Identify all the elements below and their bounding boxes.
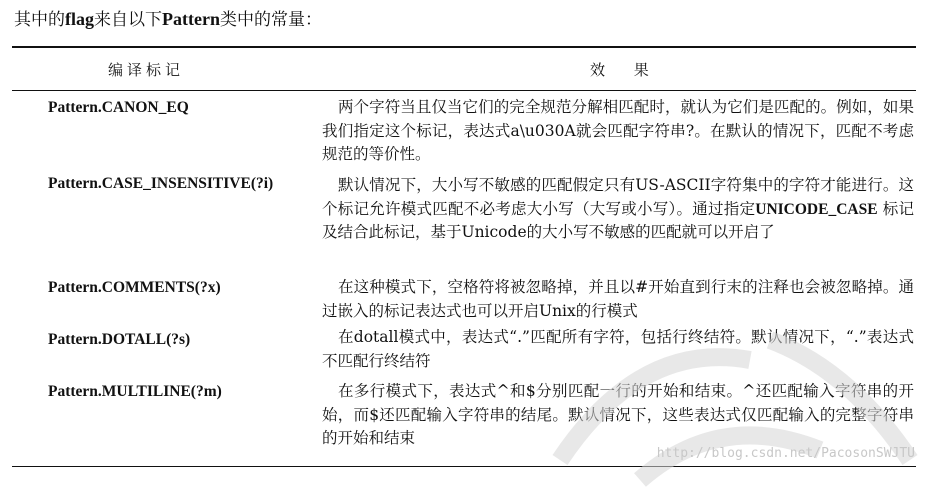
watermark-url: http://blog.csdn.net/PacosonSWJTU — [656, 446, 915, 461]
intro-middle: 来自以下 — [94, 10, 162, 30]
intro-after: 类中的常量： — [219, 10, 322, 30]
flag-multiline: Pattern.MULTILINE(?m) — [48, 383, 222, 400]
desc-unicode-case: UNICODE_CASE — [755, 200, 878, 218]
header-effect: 效 果 — [590, 61, 661, 79]
desc-case-insensitive-part2: 标记及结合此标记，基于Unicode的大小写不敏感的匹配就可以开启了 — [322, 199, 914, 242]
desc-comments: 在这种模式下，空格符将被忽略掉，并且以#开始直到行末的注释也会被忽略掉。通过嵌入的标记表达式也可以开启Unix的行模式 — [322, 278, 914, 320]
desc-case-insensitive — [322, 174, 914, 245]
table-top-rule — [12, 46, 916, 48]
desc-canon-eq: 两个字符当且仅当它们的完全规范分解相匹配时，就认为它们是匹配的。例如，如果我们指定这个标记，表达式a\u030A就会匹配字符串?。在默认的情况下，匹配不考虑规范的等价性。 — [322, 98, 914, 164]
watermark-seal-icon — [520, 300, 927, 500]
flag-dotall: Pattern.DOTALL(?s) — [48, 331, 191, 348]
desc-case-insensitive-part1: 默认情况下，大小写不敏感的匹配假定只有US-ASCII字符集中的字符才能进行。这个标记允许模式匹配不必考虑大小写（大写或小写）。通过指定 — [322, 176, 914, 218]
intro-before: 其中的 — [14, 10, 65, 30]
desc-dotall: 在dotall模式中，表达式“.”匹配所有字符，包括行终结符。默认情况下，“.”表达式不匹配行终结符 — [322, 328, 914, 370]
flag-case-insensitive: Pattern.CASE_INSENSITIVE(?i) — [48, 175, 274, 192]
intro-class-word: Pattern — [162, 9, 220, 29]
flag-comments: Pattern.COMMENTS(?x) — [48, 279, 221, 296]
desc-multiline: 在多行模式下，表达式^和$分别匹配一行的开始和结束。^还匹配输入字符串的开始，而$还匹配输入字符串的结尾。默认情况下，这些表达式仅匹配输入的完整字符串的开始和结束 — [322, 382, 914, 448]
table-header-rule — [12, 90, 916, 91]
intro-flag-word: flag — [65, 9, 94, 29]
header-compile-flag: 编译标记 — [108, 61, 185, 79]
flag-canon-eq: Pattern.CANON_EQ — [48, 99, 189, 116]
intro-sentence — [14, 8, 322, 31]
